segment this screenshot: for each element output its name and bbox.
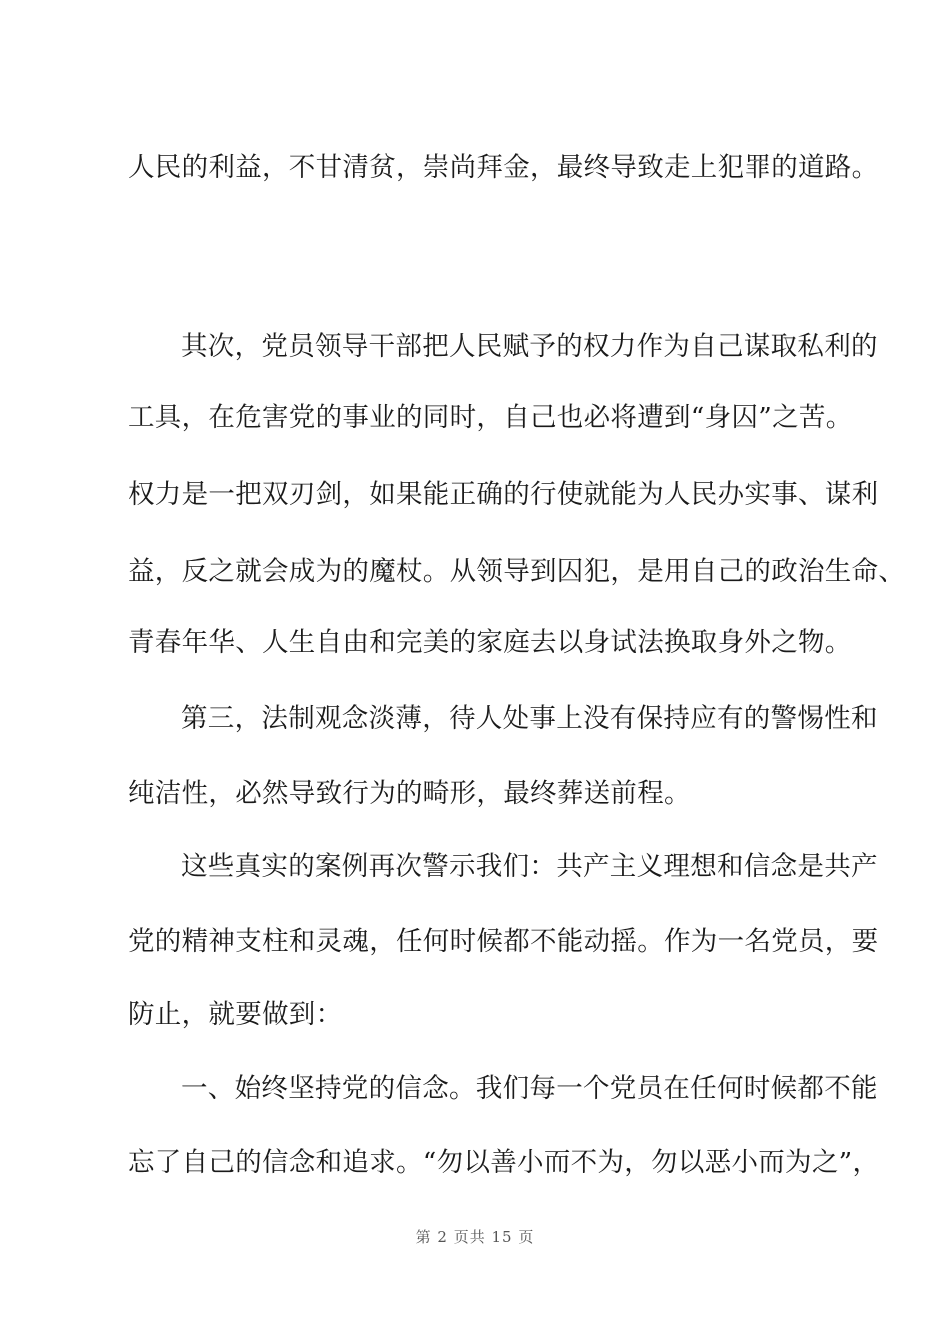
text-line: 青春年华、人生自由和完美的家庭去以身试法换取身外之物。	[128, 627, 852, 658]
text-line: 这些真实的案例再次警示我们：共产主义理想和信念是共产	[181, 851, 878, 882]
text-line: 忘了自己的信念和追求。“勿以善小而不为，勿以恶小而为之”，	[128, 1147, 880, 1178]
text-line: 党的精神支柱和灵魂，任何时候都不能动摇。作为一名党员，要	[128, 926, 879, 957]
text-line: 益，反之就会成为的魔杖。从领导到囚犯，是用自己的政治生命、	[128, 556, 906, 587]
text-line: 人民的利益，不甘清贫，崇尚拜金，最终导致走上犯罪的道路。	[128, 152, 879, 183]
text-line: 第三，法制观念淡薄，待人处事上没有保持应有的警惕性和	[181, 703, 878, 734]
text-line: 纯洁性，必然导致行为的畸形，最终葬送前程。	[128, 778, 691, 809]
text-line: 权力是一把双刃剑，如果能正确的行使就能为人民办实事、谋利	[128, 479, 879, 510]
text-line: 工具，在危害党的事业的同时，自己也必将遭到“身囚”之苦。	[128, 402, 853, 433]
page-number-footer: 第 2 页共 15 页	[415, 1228, 535, 1246]
text-line: 其次，党员领导干部把人民赋予的权力作为自己谋取私利的	[181, 331, 878, 362]
text-line: 防止，就要做到：	[128, 999, 343, 1030]
text-line: 一、始终坚持党的信念。我们每一个党员在任何时候都不能	[181, 1073, 878, 1104]
